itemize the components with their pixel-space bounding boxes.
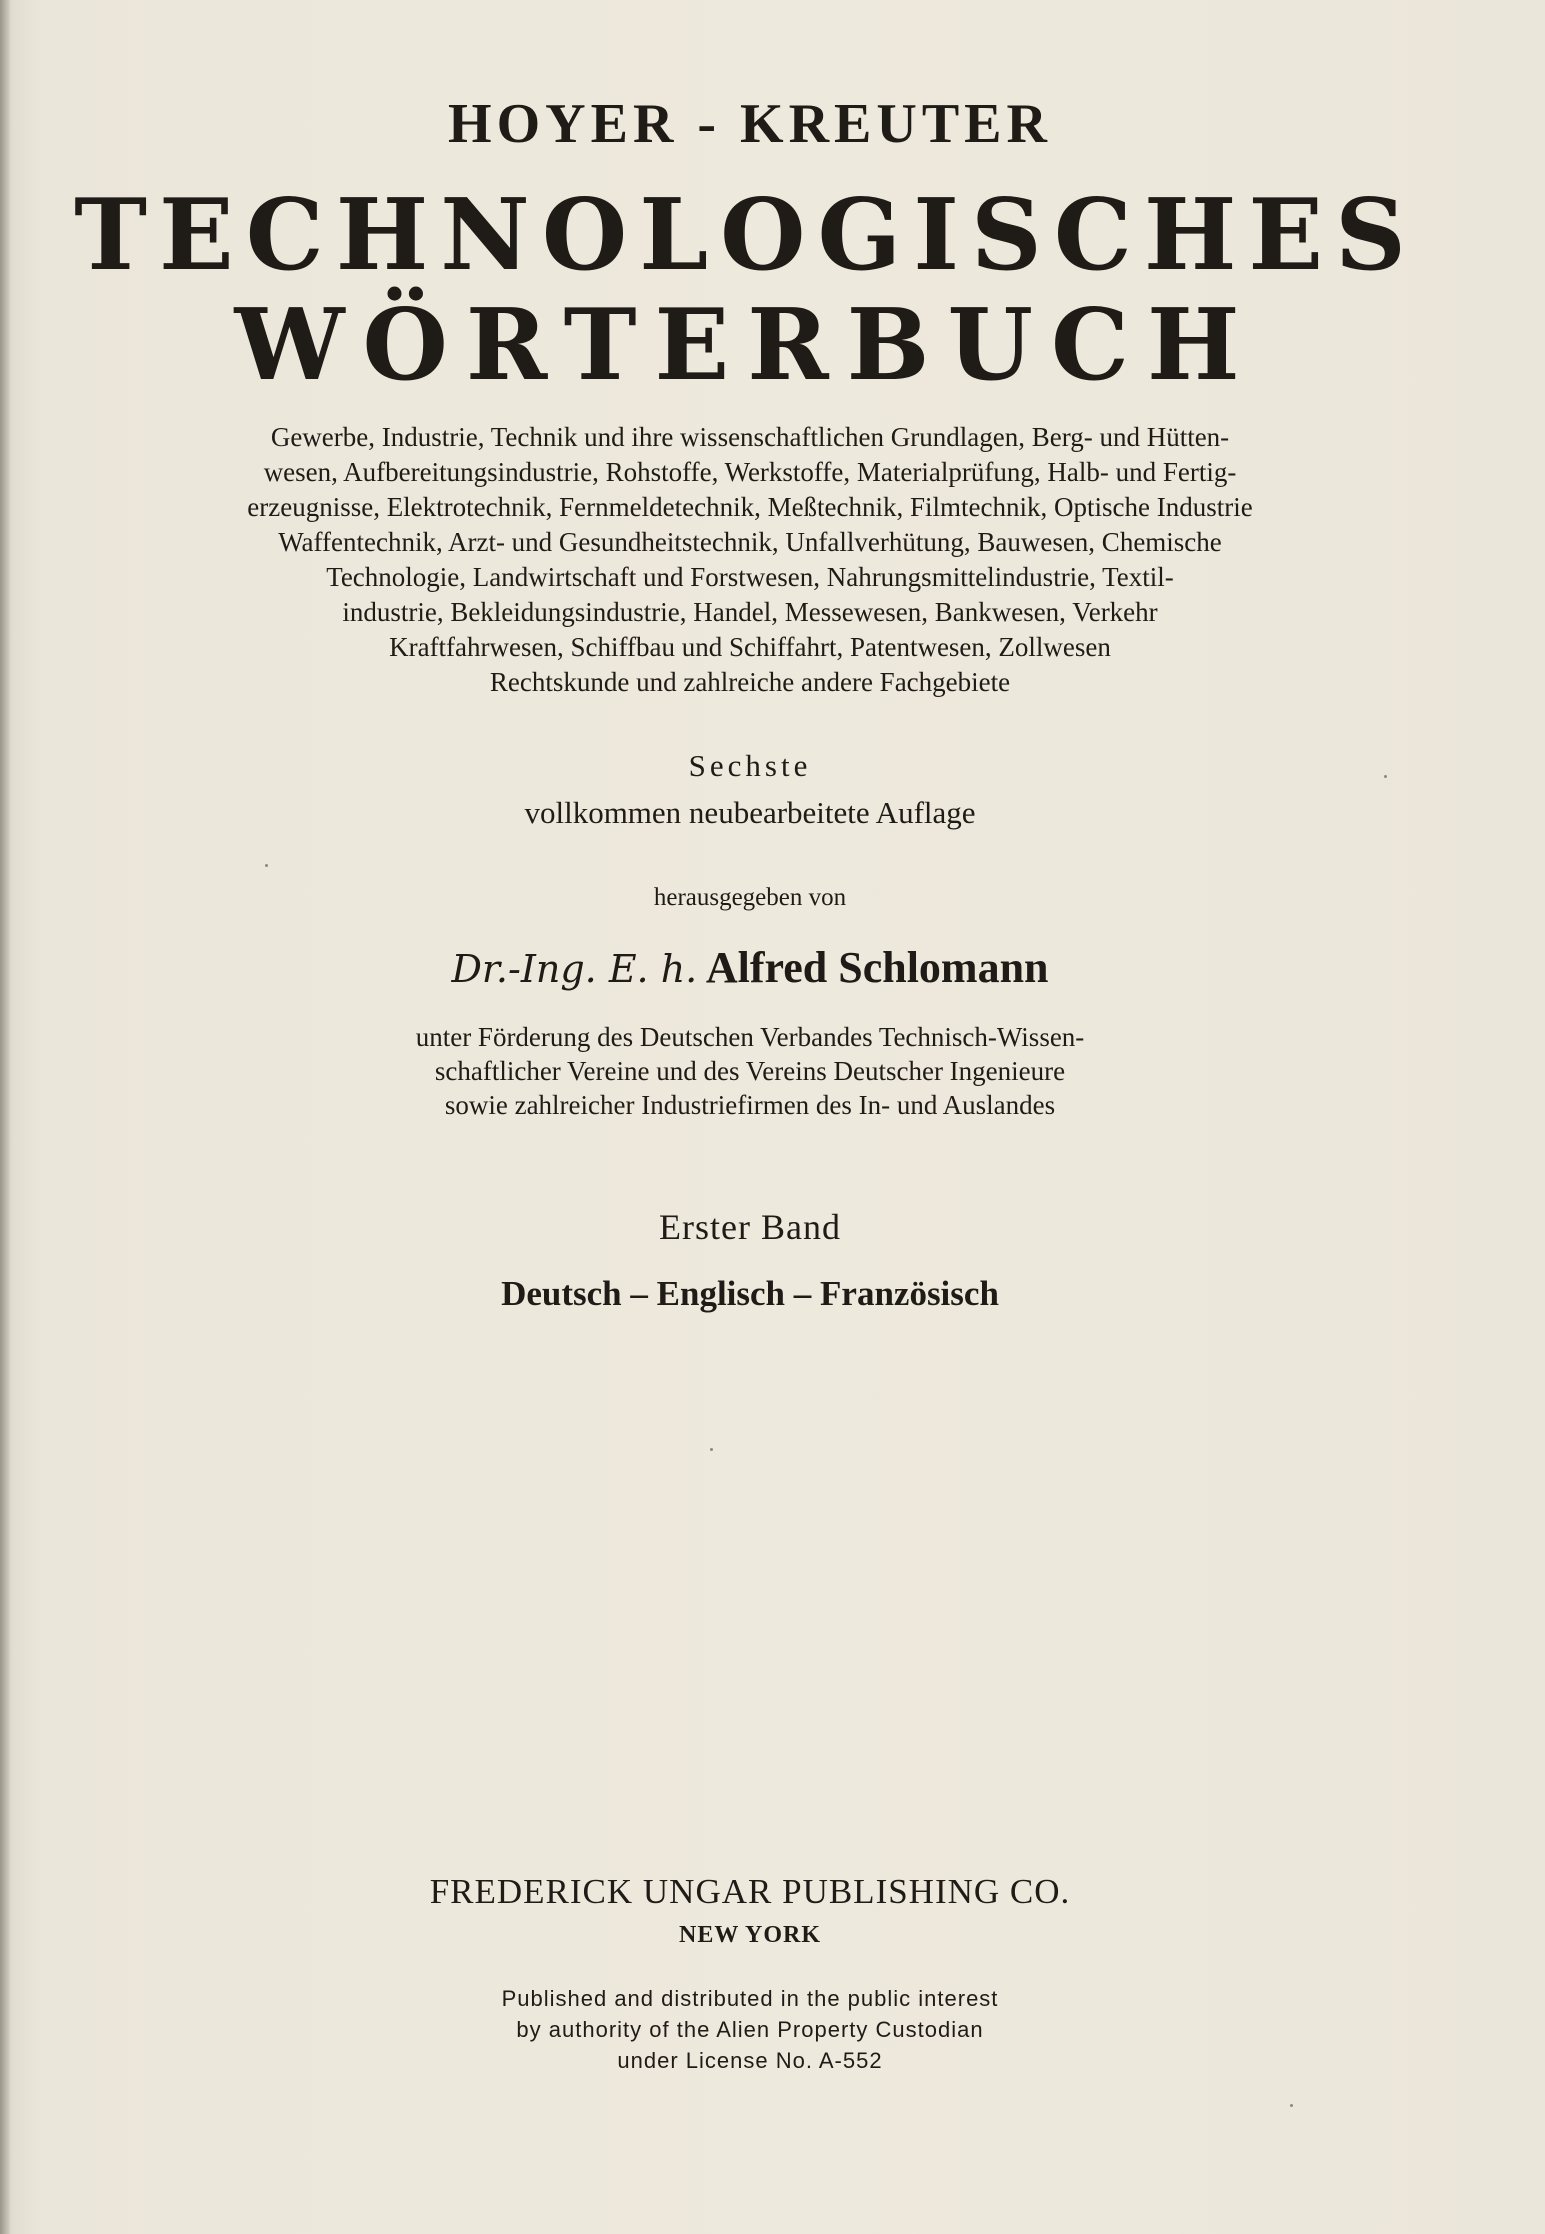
title-line-1: TECHNOLOGISCHES (74, 178, 1418, 293)
support-line: schaftlicher Vereine und des Vereins Deutscher Ingenieure (434, 1056, 1066, 1086)
title-line-2: WÖRTERBUCH (234, 288, 1258, 403)
subject-line: wesen, Aufbereitungsindustrie, Rohstoffe, Werkstoffe, Materialprüfung, Halb- und Fertig- (263, 457, 1237, 487)
subject-line: Rechtskunde und zahlreiche andere Fachgebiete (489, 667, 1011, 697)
edition-description: vollkommen neubearbeitete Auflage (524, 795, 976, 830)
subject-line: Kraftfahrwesen, Schiffbau und Schiffahrt, Patentwesen, Zollwesen (389, 632, 1111, 662)
editor-name-line (0, 942, 1500, 993)
license-notice (0, 1983, 1500, 2076)
paper-speck (1290, 2104, 1293, 2107)
notice-line: under License No. A-552 (617, 2048, 883, 2073)
subject-line: Waffentechnik, Arzt- und Gesundheitstechnik, Unfallverhütung, Bauwesen, Chemische (278, 527, 1222, 557)
publisher-name: FREDERICK UNGAR PUBLISHING CO. (429, 1872, 1071, 1911)
paper-speck (265, 864, 268, 867)
subject-line: industrie, Bekleidungsindustrie, Handel, Messewesen, Bankwesen, Verkehr (342, 597, 1158, 627)
authors-heading: HOYER - KREUTER (448, 93, 1052, 155)
support-line: sowie zahlreicher Industriefirmen des In- und Auslandes (444, 1090, 1056, 1120)
volume-label: Erster Band (659, 1207, 841, 1247)
support-line: unter Förderung des Deutschen Verbandes Technisch-Wissen- (415, 1022, 1085, 1052)
subject-line: Gewerbe, Industrie, Technik und ihre wissenschaftlichen Grundlagen, Berg- und Hütten- (270, 422, 1230, 452)
editor-intro: herausgegeben von (653, 884, 847, 911)
notice-line: by authority of the Alien Property Custodian (516, 2017, 984, 2042)
edition-number: Sechste (688, 748, 812, 783)
support-statement (0, 1020, 1500, 1122)
publisher-city: NEW YORK (678, 1922, 821, 1948)
paper-speck (1384, 775, 1387, 778)
subject-list (0, 420, 1500, 700)
subject-line: erzeugnisse, Elektrotechnik, Fernmeldetechnik, Meßtechnik, Filmtechnik, Optische Industrie (247, 492, 1253, 522)
editor-name: Alfred Schlomann (705, 943, 1049, 992)
notice-line: Published and distributed in the public interest (501, 1986, 999, 2011)
editor-titles: Dr.-Ing. E. h. (451, 947, 698, 991)
subject-line: Technologie, Landwirtschaft und Forstwesen, Nahrungsmittelindustrie, Textil- (326, 562, 1174, 592)
paper-speck (710, 1448, 713, 1451)
languages: Deutsch – Englisch – Französisch (501, 1274, 999, 1313)
